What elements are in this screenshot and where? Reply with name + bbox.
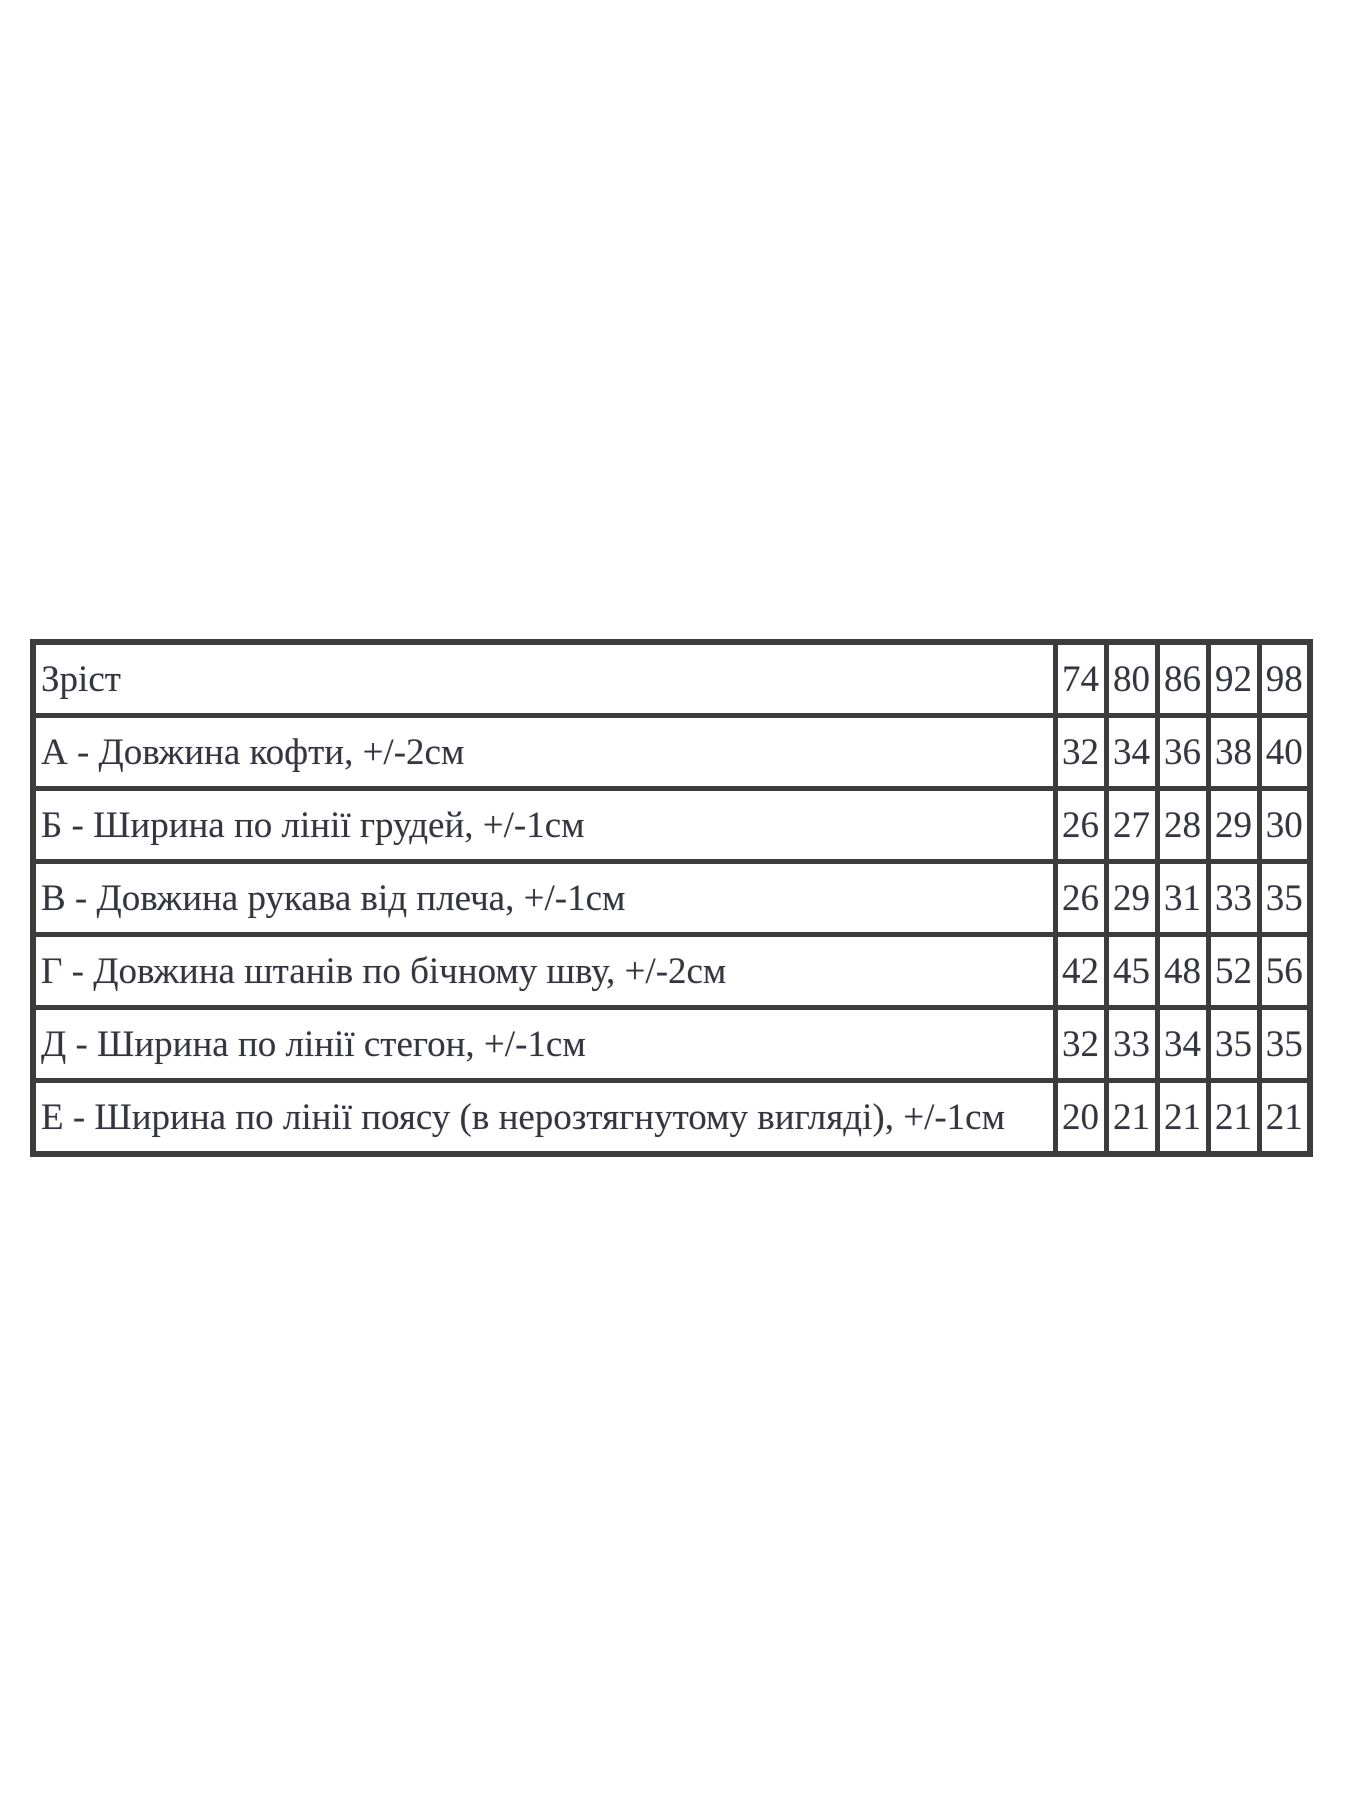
size-row-height <box>33 642 1310 716</box>
value-cell: 35 <box>1208 1008 1259 1081</box>
value-cell: 26 <box>1055 862 1106 935</box>
value-cell: 38 <box>1208 716 1259 789</box>
row-label-g: Г - Довжина штанів по бічному шву, +/-2см <box>33 935 1055 1008</box>
value-cell: 32 <box>1055 1008 1106 1081</box>
value-cell: 52 <box>1208 935 1259 1008</box>
row-label-v: В - Довжина рукава від плеча, +/-1см <box>33 862 1055 935</box>
value-cell: 86 <box>1157 642 1208 716</box>
value-cell: 98 <box>1259 642 1310 716</box>
value-cell: 56 <box>1259 935 1310 1008</box>
value-cell: 92 <box>1208 642 1259 716</box>
value-cell: 21 <box>1157 1081 1208 1155</box>
value-cell: 36 <box>1157 716 1208 789</box>
value-cell: 34 <box>1157 1008 1208 1081</box>
row-label-d: Д - Ширина по лінії стегон, +/-1см <box>33 1008 1055 1081</box>
size-row-b <box>33 789 1310 862</box>
value-cell: 21 <box>1208 1081 1259 1155</box>
value-cell: 35 <box>1259 862 1310 935</box>
row-label-e: Е - Ширина по лінії поясу (в нерозтягнутому вигляді), +/-1см <box>33 1081 1055 1155</box>
row-label-b: Б - Ширина по лінії грудей, +/-1см <box>33 789 1055 862</box>
value-cell: 20 <box>1055 1081 1106 1155</box>
value-cell: 42 <box>1055 935 1106 1008</box>
value-cell: 31 <box>1157 862 1208 935</box>
row-label-a: А - Довжина кофти, +/-2см <box>33 716 1055 789</box>
value-cell: 33 <box>1106 1008 1157 1081</box>
value-cell: 80 <box>1106 642 1157 716</box>
value-cell: 28 <box>1157 789 1208 862</box>
size-chart-table <box>30 639 1313 1157</box>
value-cell: 21 <box>1259 1081 1310 1155</box>
value-cell: 26 <box>1055 789 1106 862</box>
size-row-g <box>33 935 1310 1008</box>
size-row-v <box>33 862 1310 935</box>
row-label-height: Зріст <box>33 642 1055 716</box>
value-cell: 74 <box>1055 642 1106 716</box>
value-cell: 27 <box>1106 789 1157 862</box>
value-cell: 21 <box>1106 1081 1157 1155</box>
size-row-d <box>33 1008 1310 1081</box>
value-cell: 40 <box>1259 716 1310 789</box>
value-cell: 34 <box>1106 716 1157 789</box>
value-cell: 29 <box>1208 789 1259 862</box>
value-cell: 48 <box>1157 935 1208 1008</box>
value-cell: 35 <box>1259 1008 1310 1081</box>
value-cell: 33 <box>1208 862 1259 935</box>
value-cell: 45 <box>1106 935 1157 1008</box>
value-cell: 32 <box>1055 716 1106 789</box>
size-row-a <box>33 716 1310 789</box>
value-cell: 29 <box>1106 862 1157 935</box>
value-cell: 30 <box>1259 789 1310 862</box>
size-row-e <box>33 1081 1310 1155</box>
